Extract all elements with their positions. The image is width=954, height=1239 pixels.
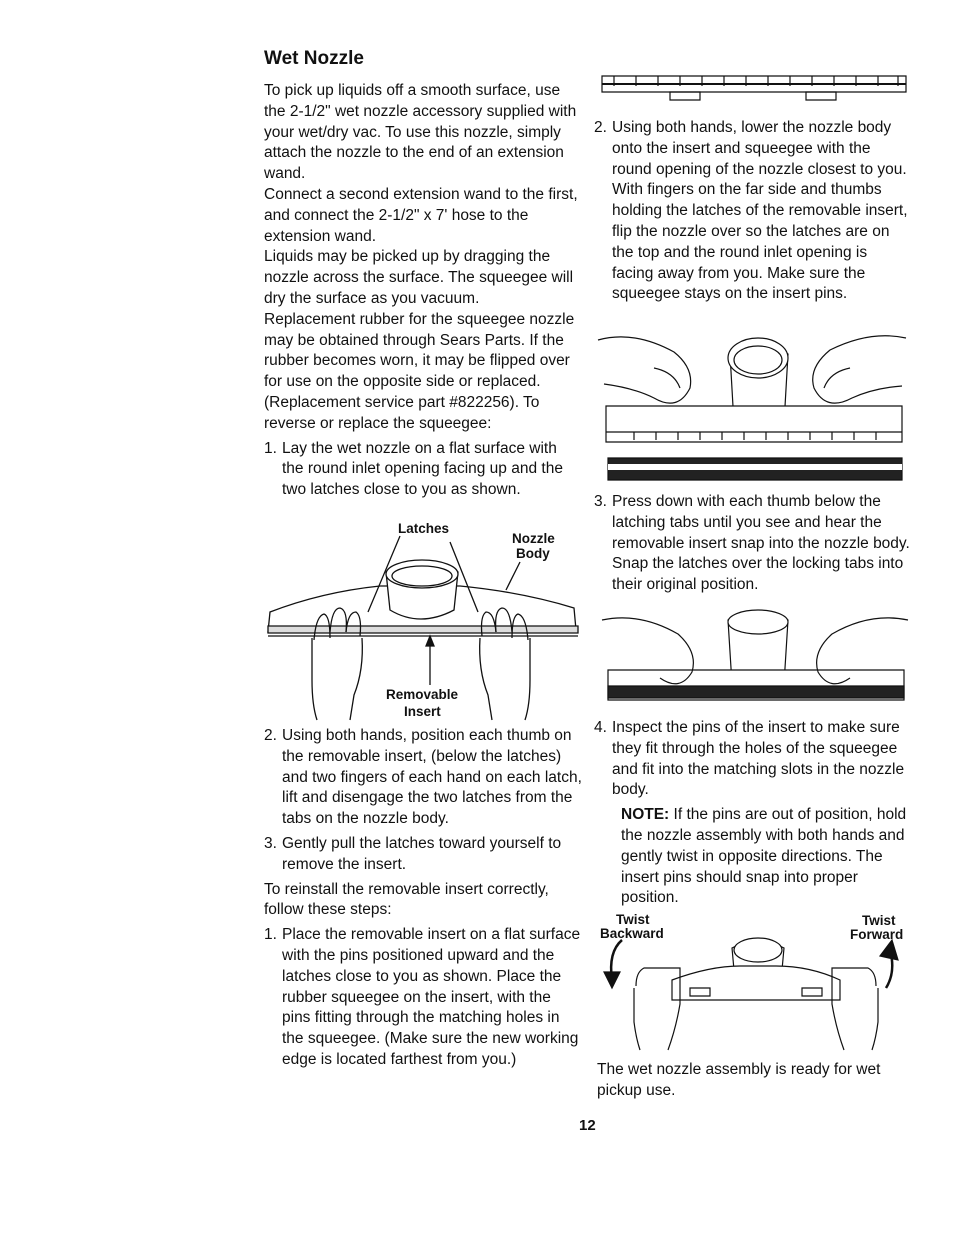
closing-block	[597, 1060, 915, 1102]
insert-pins-figure	[600, 72, 910, 104]
step-c3: 3. Press down with each thumb below the latching tabs until you see and hear the removable insert snap into the nozzle body. Snap the latches over the locking tabs into their original position.	[594, 493, 910, 594]
label-backward: Backward	[600, 926, 664, 941]
label-latches: Latches	[398, 521, 450, 536]
label-forward: Forward	[850, 927, 904, 942]
left-column-top	[264, 81, 582, 501]
label-nozzle: Nozzle	[512, 531, 555, 546]
label-body: Body	[516, 546, 550, 561]
note-label: NOTE:	[621, 806, 670, 824]
step-c4: 4. Inspect the pins of the insert to make sure they fit through the holes of the squeegee and fit into the matching slots in the nozzle body.	[594, 719, 905, 799]
step-b1: 1. Place the removable insert on a flat surface with the pins positioned upward and the latches close to you as shown. Place the rubber squeegee on the insert, with the pins fitting through the matching holes in the squeegee. (Make sure the new working edge is located farthest from you.)	[264, 926, 581, 1068]
intro-paragraph-3: Liquids may be picked up by dragging the nozzle across the surface. The squeegee will dry the surface as you vacuum.	[264, 248, 574, 307]
lower-nozzle-figure	[594, 328, 910, 484]
step-a1: 1. Lay the wet nozzle on a flat surface with the round inlet opening facing up and the two latches close to you as shown.	[264, 439, 563, 499]
right-step-2-block	[594, 118, 912, 305]
label-twist-left: Twist	[616, 912, 650, 927]
step-c2: 2. Using both hands, lower the nozzle body onto the insert and squeegee with the round opening of the nozzle closest to you. With fingers on the far side and thumbs holding the latches of the removable insert, flip the nozzle over so the latches are on the top and the round inlet opening is facing away from you. Make sure the squeegee stays on the insert pins.	[594, 119, 908, 303]
right-step-4-block	[594, 718, 912, 909]
closing-paragraph: The wet nozzle assembly is ready for wet pickup use.	[597, 1061, 881, 1099]
intro-paragraph-4: Replacement rubber for the squeegee nozzle may be obtained through Sears Parts. If the rubber becomes worn, it may be flipped over for use on the opposite side or replaced. (Replacement service part #822256). To reverse or replace the squeegee:	[264, 310, 575, 432]
label-removable: Removable	[386, 687, 459, 702]
press-insert-figure	[600, 612, 910, 708]
left-column-bottom	[264, 726, 582, 1071]
label-twist-right: Twist	[862, 913, 896, 928]
note-text: If the pins are out of position, hold the nozzle assembly with both hands and gently twist in opposite directions. The insert pins should snap into proper position.	[621, 806, 907, 907]
intro-paragraph-1: To pick up liquids off a smooth surface, use the 2-1/2" wet nozzle accessory supplied with your wet/dry vac. To use this nozzle, simply attach the nozzle to the end of an extension wand.	[264, 82, 577, 183]
reinstall-paragraph: To reinstall the removable insert correctly, follow these steps:	[264, 880, 549, 919]
twist-figure	[600, 932, 910, 1054]
intro-paragraph-2: Connect a second extension wand to the first, and connect the 2-1/2" x 7' hose to the extension wand.	[264, 185, 578, 245]
page-number: 12	[579, 1117, 596, 1134]
step-a3: 3. Gently pull the latches toward yourself to remove the insert.	[264, 834, 562, 873]
step-a2: 2. Using both hands, position each thumb on the removable insert, (below the latches) and two fingers of each hand on each latch, lift and disengage the two latches from the tabs on the nozzle body.	[264, 727, 582, 828]
label-insert: Insert	[404, 704, 441, 719]
right-step-3-block	[594, 492, 912, 596]
note-paragraph	[594, 805, 912, 909]
page-heading: Wet Nozzle	[264, 48, 364, 69]
